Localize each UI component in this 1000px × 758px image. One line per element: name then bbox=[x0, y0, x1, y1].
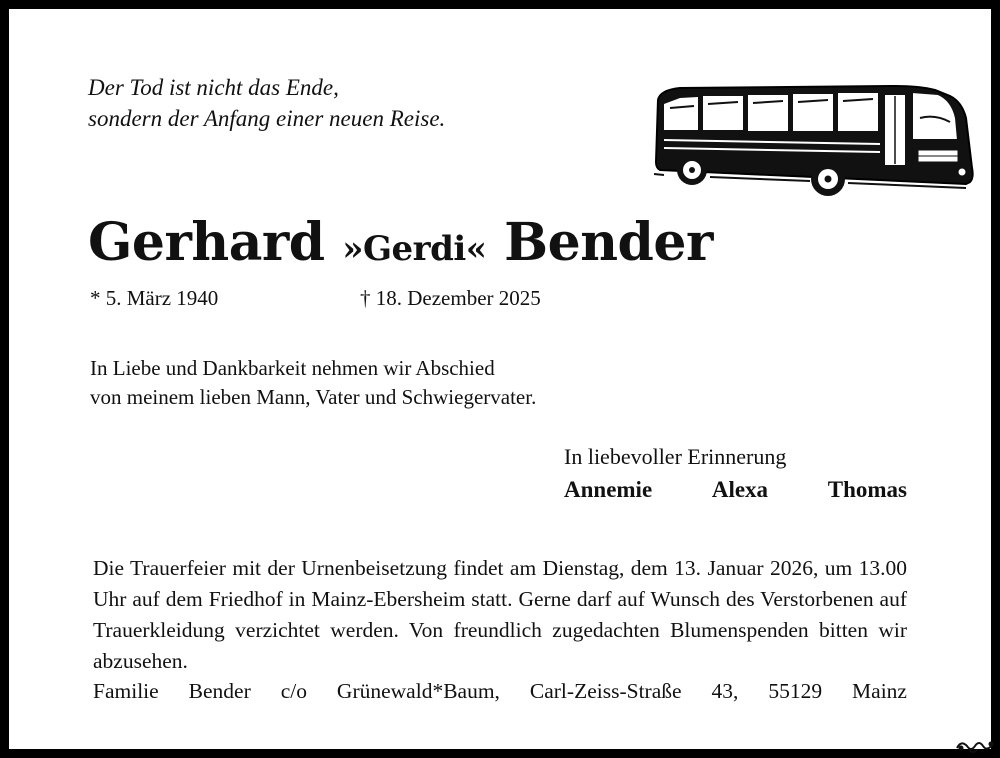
deceased-last-name: Bender bbox=[504, 212, 713, 273]
deceased-nickname: »Gerdi« bbox=[342, 229, 487, 269]
funeral-notice: Die Trauerfeier mit der Urnenbeisetzung findet am Dienstag, dem 13. Januar 2026, um 13.00 Uhr auf dem Friedhof in Mainz-Ebersheim statt. Gerne darf auf Wunsch des Verstorbenen auf Trauerkleidung verzichtet werden. Von freundlich zugedachten Blumenspenden bitten wir abzusehen. bbox=[93, 556, 907, 673]
birth-date: * 5. März 1940 bbox=[90, 286, 219, 310]
coach-bus-icon bbox=[650, 78, 985, 210]
address-part: 43, bbox=[711, 679, 739, 703]
farewell-line-2: von meinem lieben Mann, Vater und Schwiegervater. bbox=[90, 385, 537, 409]
motto-line-2: sondern der Anfang einer neuen Reise. bbox=[88, 106, 446, 131]
death-date: † 18. Dezember 2025 bbox=[360, 286, 541, 310]
address-part: c/o bbox=[280, 679, 307, 703]
deceased-first-name: Gerhard bbox=[88, 212, 325, 273]
floral-ornament-icon bbox=[955, 736, 997, 756]
motto-quote bbox=[88, 72, 445, 134]
address-part: Grünewald*Baum, bbox=[336, 679, 500, 703]
address-part: Bender bbox=[188, 679, 251, 703]
mourner-name: Thomas bbox=[827, 477, 907, 502]
mourner-name: Annemie bbox=[564, 477, 653, 502]
family-address bbox=[93, 676, 907, 707]
address-part: 55129 bbox=[768, 679, 823, 703]
motto-line-1: Der Tod ist nicht das Ende, bbox=[88, 75, 339, 100]
mourner-name: Alexa bbox=[711, 477, 769, 502]
address-part: Carl-Zeiss-Straße bbox=[529, 679, 682, 703]
address-part: Mainz bbox=[852, 679, 907, 703]
memory-intro: In liebevoller Erinnerung bbox=[564, 444, 787, 469]
farewell-text bbox=[90, 354, 536, 412]
farewell-line-1: In Liebe und Dankbarkeit nehmen wir Abschied bbox=[90, 356, 495, 380]
deceased-name bbox=[88, 208, 713, 284]
mourner-names bbox=[564, 473, 907, 507]
address-part: Familie bbox=[93, 679, 159, 703]
